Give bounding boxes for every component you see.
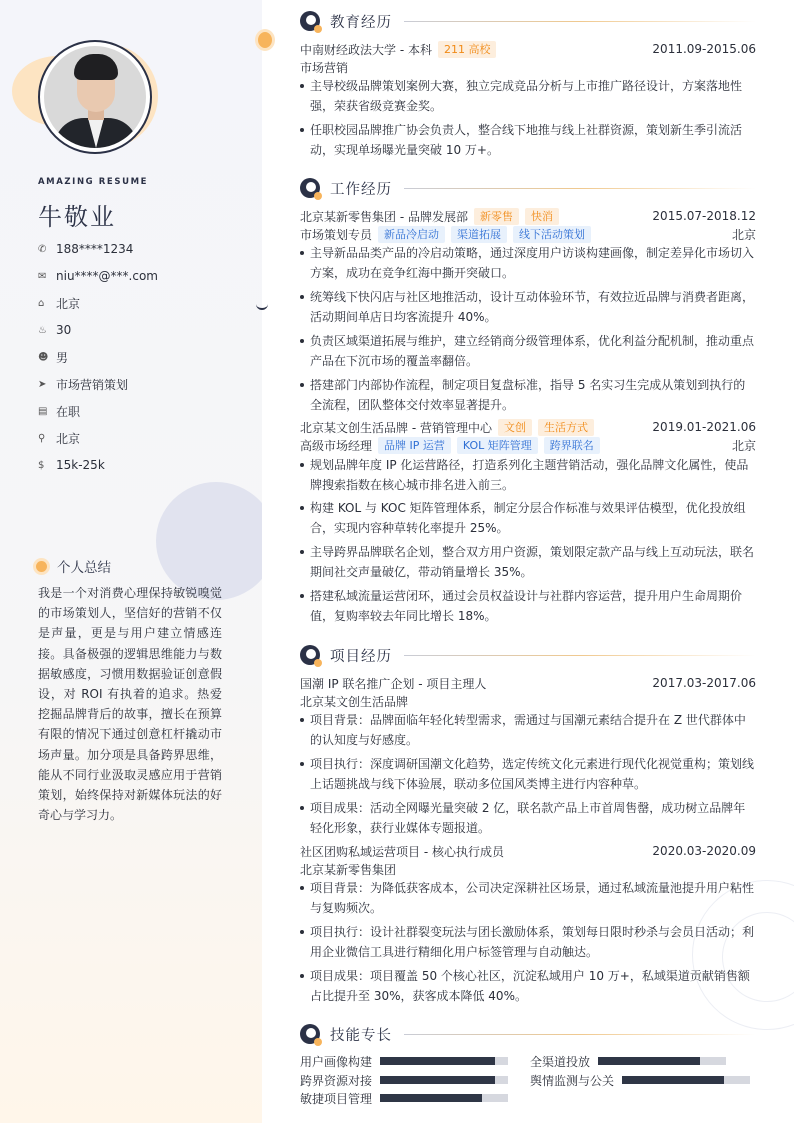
skills-title: 技能专长	[330, 1027, 392, 1044]
bullet-item: 任职校园品牌推广协会负责人，整合线下地推与线上社群资源，策划新生季引流活动，实现单场曝光量突破 10 万+。	[300, 120, 756, 160]
sidebar	[0, 0, 262, 1123]
entry-meta: 北京	[731, 438, 756, 453]
skill-bar	[380, 1057, 508, 1065]
skill-bar	[622, 1076, 750, 1084]
bullet-item: 搭建部门内部协作流程，制定项目复盘标准，指导 5 名实习生完成从策划到执行的全流程，团队整体交付效率显著提升。	[300, 375, 756, 415]
cake-icon: ♨	[38, 324, 47, 336]
entry-title: 中南财经政法大学 - 本科	[300, 42, 432, 57]
entry-row	[300, 40, 756, 58]
home-icon: ⌂	[38, 297, 45, 309]
entry-row	[300, 225, 756, 243]
tag-badge: KOL 矩阵管理	[457, 437, 538, 454]
skill-name: 用户画像构建	[300, 1054, 373, 1069]
decor-dot	[258, 32, 272, 48]
skill-bar-fill	[380, 1094, 482, 1102]
bullet-item: 统筹线下快闪店与社区地推活动，设计互动体验环节，有效拉近品牌与消费者距离，活动期间单店日均客流提升 40%。	[300, 287, 756, 327]
location-pin-icon: ⚲	[38, 432, 46, 444]
skill-bar	[598, 1057, 726, 1065]
contact-item	[38, 375, 128, 393]
skill-item	[530, 1071, 750, 1089]
section-icon	[300, 11, 320, 31]
contact-text: 北京	[56, 431, 81, 446]
entry-meta: 2020.03-2020.09	[652, 844, 756, 858]
mail-icon: ✉	[38, 270, 47, 282]
skill-item	[530, 1052, 726, 1070]
skill-name: 敏捷项目管理	[300, 1091, 373, 1106]
skills-heading	[300, 1023, 756, 1045]
bullet-item: 项目执行：深度调研国潮文化趋势，选定传统文化元素进行现代化视觉重构；策划线上话题挑战与线下体验展，联动多位国风类博主进行内容种草。	[300, 754, 756, 794]
decor-arc	[256, 298, 268, 310]
candidate-name: 牛敬业	[38, 203, 116, 231]
tag-badge: 快消	[525, 208, 559, 225]
entry-row	[300, 58, 756, 76]
contact-item	[38, 402, 80, 420]
entry-title: 社区团购私域运营项目 - 核心执行成员	[300, 844, 504, 859]
contact-text: 男	[56, 350, 69, 365]
gender-icon: ☻	[38, 351, 49, 363]
tag-badge: 新品冷启动	[378, 226, 445, 243]
bullet-item: 项目成果：活动全网曝光量突破 2 亿，联名款产品上市首周售罄，成功树立品牌年轻化形象，获行业媒体专题报道。	[300, 798, 756, 838]
resume-tagline: AMAZING RESUME	[38, 177, 149, 187]
bullet-item: 负责区域渠道拓展与维护，建立经销商分级管理体系，优化利益分配机制，推动重点产品在下沉市场的覆盖率翻倍。	[300, 331, 756, 371]
salary-icon: $	[38, 459, 45, 471]
contact-item	[38, 456, 105, 474]
entry-title: 北京某新零售集团	[300, 862, 397, 877]
bullet-item: 搭建私域流量运营闭环，通过会员权益设计与社群内容运营，提升用户生命周期价值，复购率较去年同比增长 18%。	[300, 586, 756, 626]
tag-badge: 文创	[498, 419, 532, 436]
entry-row	[300, 692, 756, 710]
summary-title: 个人总结	[57, 560, 111, 576]
entry-meta: 2019.01-2021.06	[652, 420, 756, 434]
contact-item	[38, 267, 158, 285]
entry-title: 市场策划专员	[300, 227, 373, 242]
summary-dot-icon	[36, 561, 47, 572]
tag-badge: 跨界联名	[544, 437, 600, 454]
entry-row	[300, 436, 756, 454]
section-icon	[300, 178, 320, 198]
entry-title: 北京某文创生活品牌 - 营销管理中心	[300, 420, 492, 435]
contact-text: 15k-25k	[56, 458, 105, 472]
entry-title: 高级市场经理	[300, 438, 373, 453]
entry-meta: 2017.03-2017.06	[652, 676, 756, 690]
contact-item	[38, 240, 133, 258]
entry-row	[300, 674, 756, 692]
contact-text: niu****@***.com	[56, 269, 158, 283]
skill-item	[300, 1089, 508, 1107]
bullet-item: 项目执行：设计社群裂变玩法与团长激励体系，策划每日限时秒杀与会员日活动；利用企业微信工具进行精细化用户标签管理与自动触达。	[300, 922, 756, 962]
section-divider	[404, 655, 756, 656]
section-divider	[404, 21, 756, 22]
entry-row	[300, 207, 756, 225]
bullet-item: 规划品牌年度 IP 化运营路径，打造系列化主题营销活动，强化品牌文化属性，使品牌搜索指数在核心城市排名进入前三。	[300, 455, 756, 495]
entry-meta: 2011.09-2015.06	[652, 42, 756, 56]
contact-item	[38, 321, 71, 339]
work-title: 工作经历	[330, 181, 392, 198]
skill-name: 跨界资源对接	[300, 1073, 373, 1088]
education-title: 教育经历	[330, 14, 392, 31]
tag-badge: 新零售	[474, 208, 519, 225]
tag-badge: 品牌 IP 运营	[378, 437, 451, 454]
contact-text: 在职	[56, 404, 81, 419]
bullet-item: 主导校级品牌策划案例大赛，独立完成竞品分析与上市推广路径设计，方案落地性强，荣获省级竞赛金奖。	[300, 76, 756, 116]
section-icon	[300, 645, 320, 665]
entry-title: 国潮 IP 联名推广企划 - 项目主理人	[300, 676, 487, 691]
skill-bar-fill	[380, 1057, 495, 1065]
contact-text: 188****1234	[56, 242, 134, 256]
skill-item	[300, 1052, 508, 1070]
bullet-item: 构建 KOL 与 KOC 矩阵管理体系，制定分层合作标准与效果评估模型，优化投放组合，实现内容种草转化率提升 25%。	[300, 498, 756, 538]
bullet-item: 主导跨界品牌联名企划，整合双方用户资源，策划限定款产品与线上互动玩法，联名期间社交声量破亿，带动销量增长 35%。	[300, 542, 756, 582]
contact-text: 市场营销策划	[56, 377, 129, 392]
bullet-item: 项目成果：项目覆盖 50 个核心社区，沉淀私域用户 10 万+，私域渠道贡献销售额占比提升至 30%，获客成本降低 40%。	[300, 966, 756, 1006]
projects-title: 项目经历	[330, 648, 392, 665]
entry-row	[300, 842, 756, 860]
section-divider	[404, 188, 756, 189]
contact-item	[38, 429, 80, 447]
tag-badge: 211 高校	[438, 41, 497, 58]
summary-heading	[36, 556, 111, 576]
briefcase-icon: ▤	[38, 405, 48, 417]
section-divider	[404, 1034, 756, 1035]
send-icon: ➤	[38, 378, 47, 390]
entry-title: 市场营销	[300, 60, 349, 75]
contact-text: 30	[56, 323, 72, 337]
skill-name: 全渠道投放	[530, 1054, 591, 1069]
skill-name: 舆情监测与公关	[530, 1073, 615, 1088]
entry-row	[300, 418, 756, 436]
summary-text: 我是一个对消费心理保持敏锐嗅觉的市场策划人，坚信好的营销不仅是声量，更是与用户建立情感连接。具备极强的逻辑思维能力与数据敏感度，习惯用数据验证创意假设，对 ROI 有执着的追求。热爱挖掘品牌背后的故事，擅长在预算有限的情况下通过创意杠杆撬动市场声量。加分项是具备跨界思维，能从不同行业汲取灵感应用于营销策划，始终保持对新媒体玩法的好奇心与学习力。	[38, 586, 222, 823]
bullet-item: 项目背景：品牌面临年轻化转型需求，需通过与国潮元素结合提升在 Z 世代群体中的认知度与好感度。	[300, 710, 756, 750]
entry-row	[300, 860, 756, 878]
projects-heading	[300, 644, 756, 666]
entry-meta: 2015.07-2018.12	[652, 209, 756, 223]
entry-meta: 北京	[731, 227, 756, 242]
avatar-photo	[44, 46, 146, 148]
tag-badge: 线下活动策划	[513, 226, 591, 243]
phone-icon: ✆	[38, 243, 47, 255]
bullet-item: 主导新品品类产品的冷启动策略，通过深度用户访谈构建画像，制定差异化市场切入方案，成功在竞争红海中撕开突破口。	[300, 243, 756, 283]
bullet-item: 项目背景：为降低获客成本，公司决定深耕社区场景，通过私域流量池提升用户粘性与复购频次。	[300, 878, 756, 918]
skill-item	[300, 1071, 508, 1089]
skill-bar-fill	[380, 1076, 495, 1084]
contact-text: 北京	[56, 296, 81, 311]
skill-bar	[380, 1076, 508, 1084]
work-heading	[300, 177, 756, 199]
skill-bar-fill	[598, 1057, 700, 1065]
education-heading	[300, 10, 756, 32]
contact-item	[38, 348, 68, 366]
tag-badge: 渠道拓展	[451, 226, 507, 243]
entry-title: 北京某新零售集团 - 品牌发展部	[300, 209, 468, 224]
skill-bar-fill	[622, 1076, 724, 1084]
tag-badge: 生活方式	[538, 419, 594, 436]
entry-title: 北京某文创生活品牌	[300, 694, 409, 709]
avatar	[38, 40, 152, 154]
skill-bar	[380, 1094, 508, 1102]
contact-item	[38, 294, 80, 312]
section-icon	[300, 1024, 320, 1044]
